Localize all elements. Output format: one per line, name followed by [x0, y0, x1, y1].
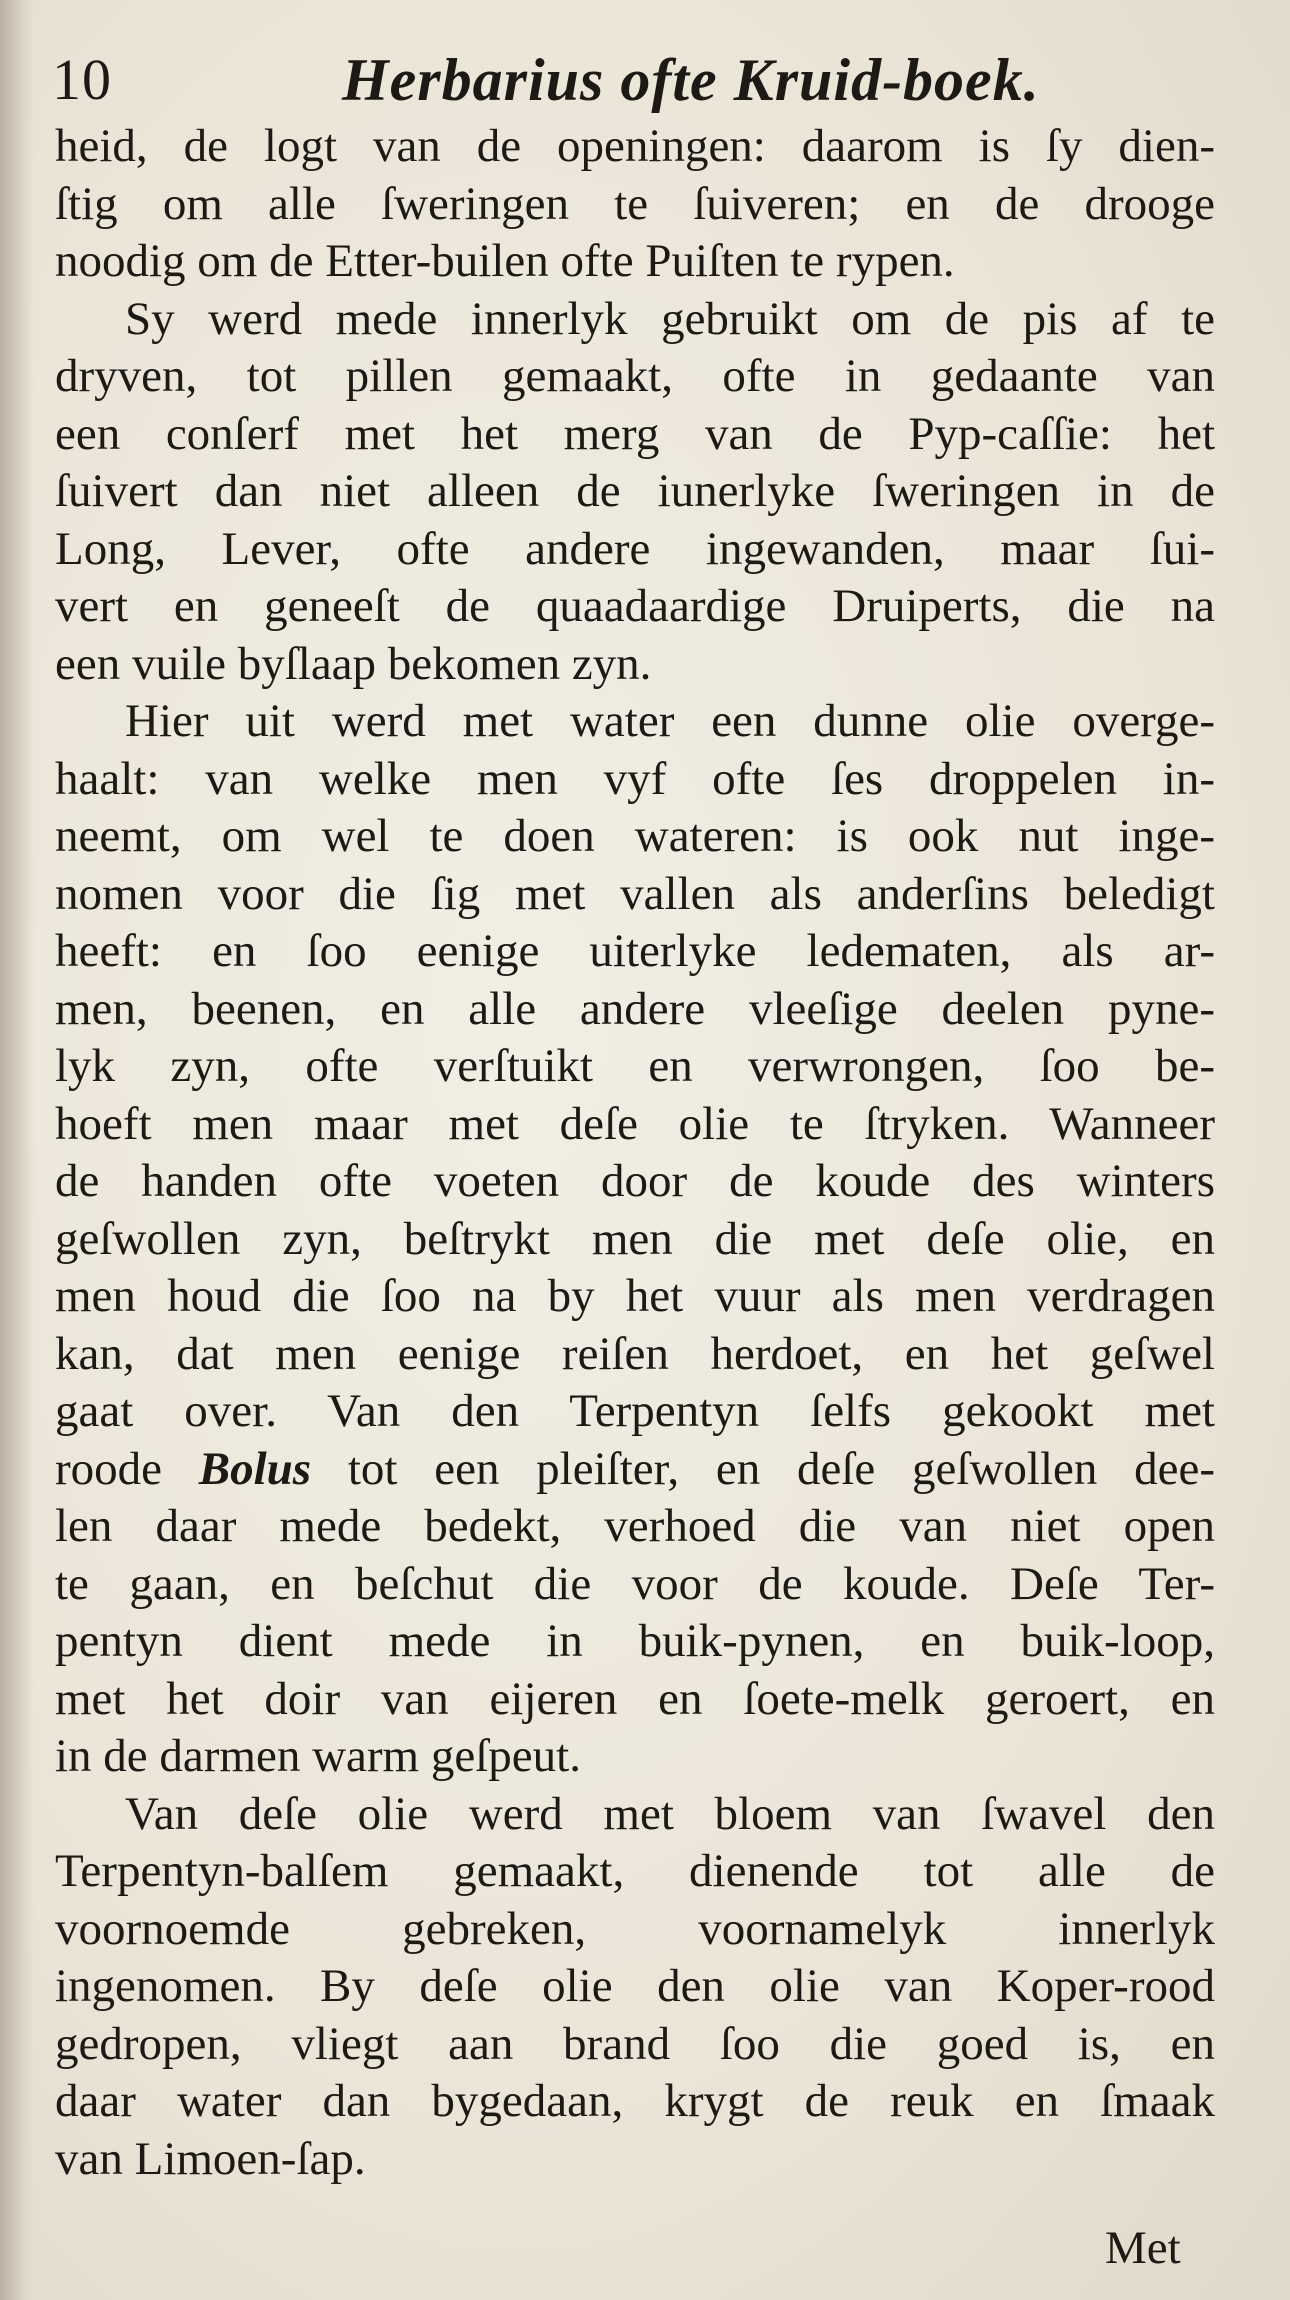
text-line: neemt, om wel te doen wateren: is ook nut inge-: [55, 810, 1215, 862]
text-line: van Limoen-ſap.: [55, 2132, 366, 2185]
text-line: een vuile byſlaap bekomen zyn.: [55, 637, 652, 690]
text-line: gedropen, vliegt aan brand ſoo die goed is, en: [55, 2017, 1215, 2070]
text-line: te gaan, en beſchut die voor de koude. Deſe Ter-: [55, 1557, 1215, 1610]
text-line: men houd die ſoo na by het vuur als men verdragen: [55, 1270, 1215, 1322]
text-line: de handen ofte voeten door de koude des winters: [55, 1155, 1215, 1207]
text-line: Long, Lever, ofte andere ingewanden, maar ſui-: [55, 522, 1215, 575]
text-line: dryven, tot pillen gemaakt, ofte in gedaante van: [55, 350, 1215, 402]
page-header: [52, 40, 1212, 120]
running-title: Herbarius ofte Kruid-boek.: [342, 47, 1040, 113]
text-line: Van deſe olie werd met bloem van ſwavel den: [125, 1787, 1215, 1840]
text-line: gaat over. Van den Terpentyn ſelfs gekookt met: [55, 1385, 1215, 1437]
page-number: 10: [52, 47, 112, 112]
text-line: voornoemde gebreken, voornamelyk innerlyk: [55, 1902, 1215, 1955]
text-line: kan, dat men eenige reiſen herdoet, en het geſwel: [55, 1327, 1215, 1380]
text-line: Sy werd mede innerlyk gebruikt om de pis af te: [125, 292, 1215, 345]
text-line: geſwollen zyn, beſtrykt men die met deſe olie, en: [55, 1212, 1215, 1265]
text-line: ingenomen. By deſe olie den olie van Koper-rood: [55, 1960, 1215, 2012]
body-text: [55, 118, 1215, 2188]
text-line: nomen voor die ſig met vallen als anderſins beledigt: [55, 867, 1215, 920]
text-line: len daar mede bedekt, verhoed die van niet open: [55, 1500, 1215, 1552]
text-line: noodig om de Etter-builen ofte Puiſten te rypen.: [55, 235, 955, 287]
text-line: vert en geneeſt de quaadaardige Druiperts, die na: [55, 580, 1215, 632]
text-line: roode Bolus tot een pleiſter, en deſe geſwollen dee-: [55, 1442, 1215, 1495]
text-line: heeft: en ſoo eenige uiterlyke ledematen, als ar-: [55, 925, 1215, 977]
text-line: lyk zyn, ofte verſtuikt en verwrongen, ſoo be-: [55, 1040, 1215, 1092]
text-line: een conſerf met het merg van de Pyp-caſſie: het: [55, 407, 1215, 460]
text-line: hoeft men maar met deſe olie te ſtryken. Wanneer: [55, 1097, 1215, 1150]
text-line: ſtig om alle ſweringen te ſuiveren; en de drooge: [55, 177, 1215, 230]
text-line: met het doir van eijeren en ſoete-melk geroert, en: [55, 1672, 1215, 1725]
text-line: daar water dan bygedaan, krygt de reuk en ſmaak: [55, 2075, 1215, 2127]
text-line: haalt: van welke men vyf ofte ſes droppelen in-: [55, 752, 1215, 805]
text-line: pentyn dient mede in buik-pynen, en buik-loop,: [55, 1615, 1215, 1667]
text-line: heid, de logt van de openingen: daarom is ſy dien-: [55, 120, 1215, 172]
italic-term: Bolus: [198, 1442, 312, 1495]
text-line: Terpentyn-balſem gemaakt, dienende tot alle de: [55, 1845, 1215, 1897]
text-line: in de darmen warm geſpeut.: [55, 1730, 581, 1782]
text-line: ſuivert dan niet alleen de iunerlyke ſweringen in de: [55, 465, 1215, 517]
text-line: men, beenen, en alle andere vleeſige deelen pyne-: [55, 982, 1215, 1035]
text-line: Hier uit werd met water een dunne olie overge-: [125, 695, 1215, 747]
page-gutter-shadow: [0, 0, 34, 2300]
catchword: Met: [1105, 2222, 1181, 2274]
